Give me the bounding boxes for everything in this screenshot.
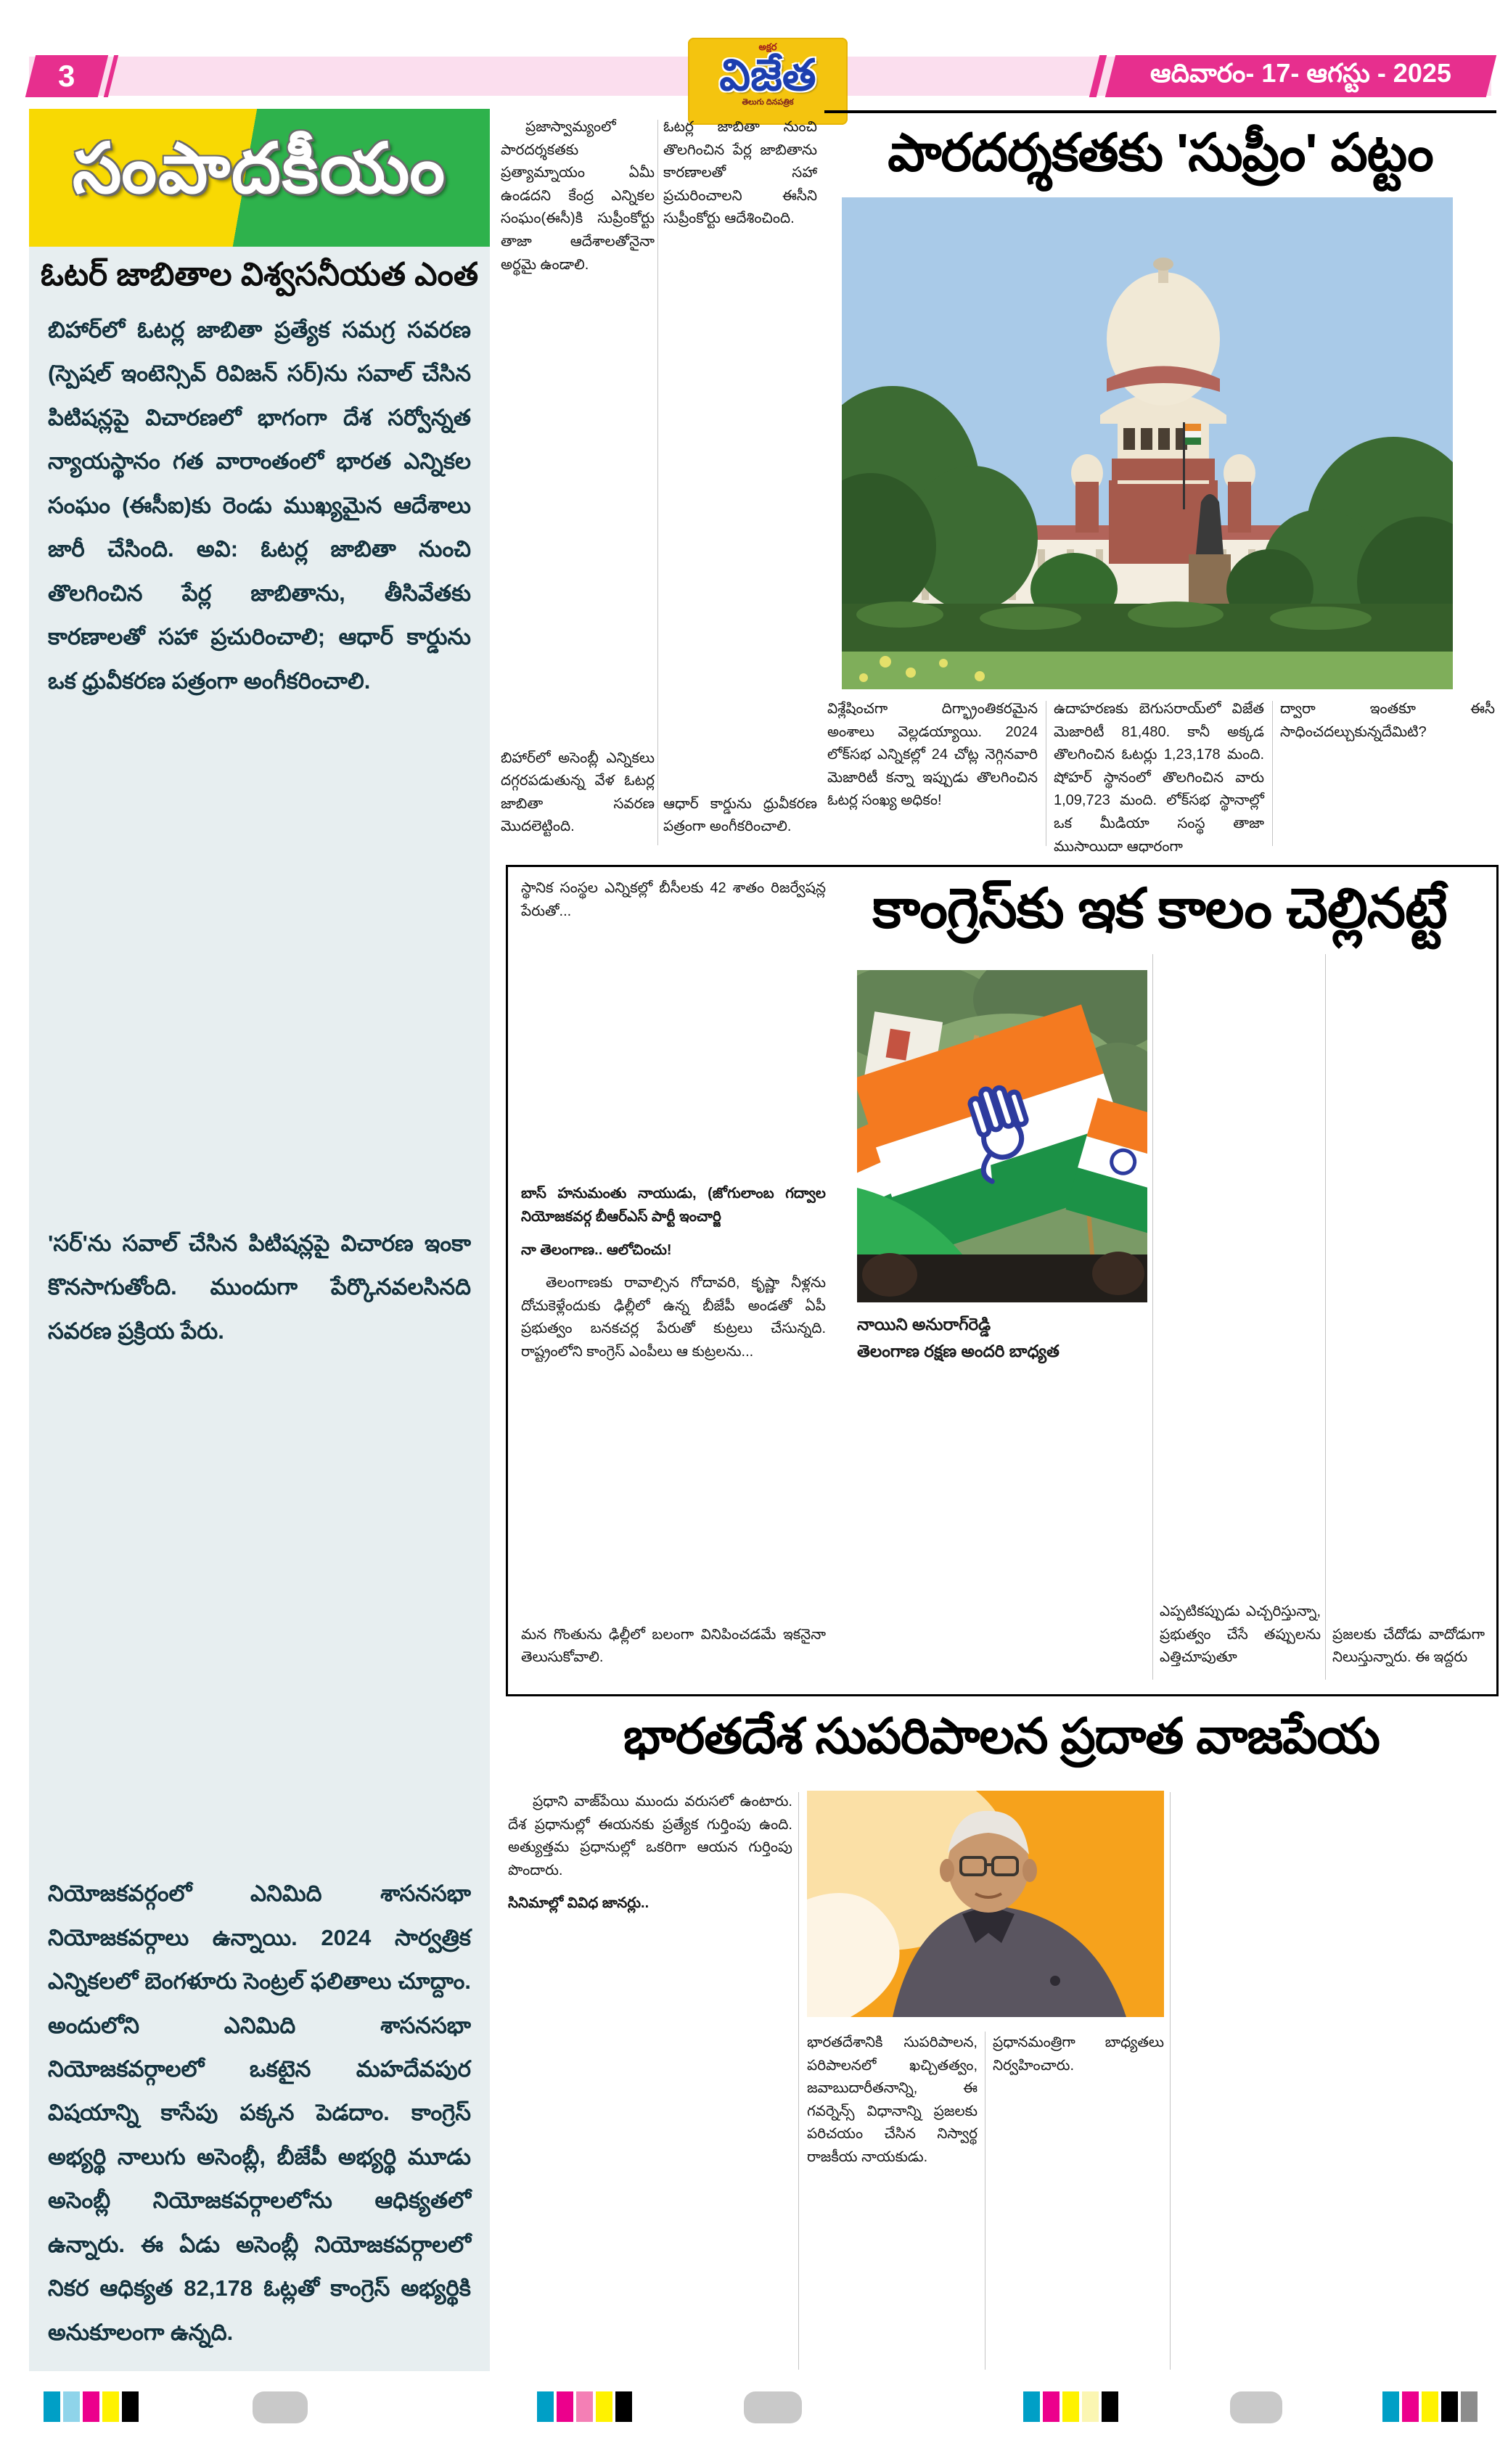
caption-role: తెలంగాణ రక్షణ అందరి బాధ్యత	[857, 1341, 1060, 1360]
color-calibration-bars	[1023, 2391, 1118, 2422]
supreme-article-bottom-column-3	[1280, 698, 1495, 852]
color-bar-stripe	[1422, 2391, 1438, 2422]
supreme-article-bottom-column-2	[1054, 698, 1264, 855]
congress-byline: బాస్ హనుమంతు నాయుడు, (జోగులాంబ గద్వాల నియోజకవర్గ బీఆర్ఎస్ పార్టీ ఇంచార్జి	[521, 1186, 826, 1225]
supreme-article-column-2	[663, 116, 817, 849]
supreme-article-headline: పారదర్శకతకు 'సుప్రీం' పట్టం	[824, 110, 1496, 196]
vajpayee-paragraph: భారతదేశానికి సుపరిపాలన, పరిపాలనలో ఖచ్చితత్వం, జవాబుదారీతనాన్ని, ఈ గవర్నెన్స్ విధానాన్ని ప్రజలకు పరిచయం చేసిన నిస్వార్థ రాజకీయ నాయకుడు.	[807, 2034, 978, 2165]
editorial-section-title: సంపాదకీయం	[72, 130, 447, 208]
congress-flags-illustration	[857, 970, 1147, 1302]
editorial-paragraph: బిహార్‌లో ఓటర్ల జాబితా ప్రత్యేక సమగ్ర సవరణ (స్పెషల్ ఇంటెన్సివ్ రివిజన్ సర్)ను సవాల్ చేసిన పిటిషన్లపై విచారణలో భాగంగా దేశ సర్వోన్నత న్యాయస్థానం గత వారాంతంలో భారత ఎన్నికల సంఘం (ఈసీఐ)కు రెండు ముఖ్యమైన ఆదేశాలు జారీ చేసింది. అవి: ఓటర్ల జాబితా నుంచి తొలగించిన పేర్ల జాబితాను, తీసివేతకు కారణాలతో సహా ప్రచురించాలి; ఆధార్ కార్డును ఒక ధ్రువీకరణ పత్రంగా అంగీకరించాలి.	[48, 317, 471, 694]
congress-subhead: నా తెలంగాణ.. ఆలోచించు!	[521, 1241, 672, 1258]
vajpayee-photo	[807, 1791, 1164, 2017]
supreme-paragraph: ఓటర్ల జాబితా నుంచి తొలగించిన పేర్ల జాబితాను కారణాలతో సహా ప్రచురించాలని ఈసీని సుప్రీంకోర్టు ఆదేశించింది.	[663, 119, 817, 227]
supreme-paragraph: ప్రజాస్వామ్యంలో పారదర్శకతకు ప్రత్యామ్నాయం ఏమీ ఉండదని కేంద్ర ఎన్నికల సంఘం(ఈసీ)కి సుప్రీంకోర్టు తాజా ఆదేశాలతోనైనా అర్థమై ఉండాలి.	[501, 119, 655, 273]
color-calibration-bars	[1382, 2391, 1478, 2422]
congress-article-headline: కాంగ్రెస్‌కు ఇక కాలం చెల్లినట్టే	[872, 878, 1447, 940]
color-bar-stripe	[63, 2391, 80, 2422]
editorial-paragraph: 'సర్'ను సవాల్ చేసిన పిటిషన్లపై విచారణ ఇంకా కొనసాగుతోంది. ముందుగా పేర్కొనవలసినది సవరణ ప్రక్రియ పేరు.	[48, 1230, 471, 1344]
congress-left-column	[521, 877, 826, 1680]
color-bar-stripe	[537, 2391, 554, 2422]
congress-right-column-2	[1332, 953, 1485, 1680]
editorial-masthead	[29, 109, 490, 247]
editorial-paragraph: నియోజకవర్గంలో ఎనిమిది శాసనసభా నియోజకవర్గాలు ఉన్నాయి. 2024 సార్వత్రిక ఎన్నికలలో బెంగళూరు సెంట్రల్ ఫలితాలు చూద్దాం. అందులోని ఎనిమిది శాసనసభా నియోజకవర్గాలలో ఒకటైన మహదేవపుర విషయాన్ని కాసేపు పక్కన పెడదాం. కాంగ్రెస్ అభ్యర్థి నాలుగు అసెంబ్లీ, బీజేపీ అభ్యర్థి మూడు అసెంబ్లీ నియోజకవర్గాలలోను ఆధిక్యతలో ఉన్నారు. ఈ ఏడు అసెంబ్లీ నియోజకవర్గాలలో నికర ఆధిక్యత 82,178 ఓట్లతో కాంగ్రెస్ అభ్యర్థికి అనుకూలంగా ఉన్నది.	[48, 1881, 471, 2345]
congress-paragraph: తెలంగాణకు రావాల్సిన గోదావరి, కృష్ణా నీళ్లను దోచుకెళ్లేందుకు ఢిల్లీలో ఉన్న బీజేపీ అండతో ఏపీ ప్రభుత్వం బనకచర్ల పేరుతో కుట్రలు చేసున్నది. రాష్ట్రంలోని కాంగ్రెస్ ఎంపీలు ఆ కుట్రలను...	[521, 1275, 826, 1360]
logo-bottom-label: తెలుగు దినపత్రిక	[742, 98, 794, 107]
color-bar-stripe	[1062, 2391, 1079, 2422]
vajpayee-paragraph: ప్రధాని వాజ్‌పేయి ముందు వరుసలో ఉంటారు. దేశ ప్రధానుల్లో ఈయనకు ప్రత్యేక గుర్తింపు ఉంది. అత్యుత్తమ ప్రధానుల్లో ఒకరిగా ఆయన గుర్తింపు పొందారు.	[508, 1794, 792, 1878]
vajpayee-illustration	[807, 1791, 1164, 2017]
color-bar-stripe	[44, 2391, 60, 2422]
page-number: 3	[58, 59, 75, 93]
congress-photo-caption	[857, 1311, 1147, 1365]
congress-paragraph: స్థానిక సంస్థల ఎన్నికల్లో బీసీలకు 42 శాతం రిజర్వేషన్ల పేరుతో...	[521, 880, 826, 919]
logo-title: విజేత	[719, 51, 816, 100]
logo-top-label: అక్షర	[758, 41, 777, 52]
date-text: ఆదివారం- 17- ఆగస్టు - 2025	[1149, 57, 1452, 88]
vajpayee-paragraph: ప్రధానమంత్రిగా బాధ్యతలు నిర్వహించారు.	[993, 2034, 1164, 2074]
supreme-paragraph: ఆధార్ కార్డును ధ్రువీకరణ పత్రంగా అంగీకరించాలి.	[663, 795, 817, 835]
gray-print-blob	[1230, 2391, 1282, 2423]
color-bar-stripe	[1043, 2391, 1060, 2422]
vajpayee-column-3	[993, 2032, 1164, 2371]
color-bar-stripe	[1441, 2391, 1458, 2422]
color-calibration-bars	[44, 2391, 139, 2422]
color-bar-stripe	[83, 2391, 99, 2422]
editorial-text	[29, 308, 490, 2354]
color-bar-stripe	[102, 2391, 119, 2422]
supreme-article-bottom-column-1	[827, 698, 1038, 852]
color-calibration-bars	[537, 2391, 632, 2422]
supreme-court-illustration	[842, 197, 1453, 689]
vajpayee-column-4	[1177, 1791, 1495, 2371]
color-bar-stripe	[122, 2391, 139, 2422]
editorial-body	[29, 247, 490, 2371]
vajpayee-column-2	[807, 2032, 978, 2371]
vajpayee-subhead: సినిమాల్లో వివిధ జానర్లు..	[508, 1895, 649, 1912]
supreme-paragraph: బిహార్‌లో అసెంబ్లీ ఎన్నికలు దగ్గరపడుతున్న వేళ ఓటర్ల జాబితా సవరణ మొదలెట్టింది.	[501, 750, 655, 835]
congress-paragraph: మన గొంతును ఢిల్లీలో బలంగా వినిపించడమే ఇకనైనా తెలుసుకోవాలి.	[521, 1626, 826, 1666]
color-bar-stripe	[596, 2391, 612, 2422]
congress-paragraph: ప్రజలకు చేదోడు వాదోడుగా నిలుస్తున్నారు. ఈ ఇద్దరు	[1332, 1626, 1485, 1666]
newspaper-logo	[688, 38, 848, 125]
supreme-court-photo	[842, 197, 1453, 689]
supreme-paragraph: విశ్లేషించగా దిగ్భ్రాంతికరమైన అంశాలు వెల్లడయ్యాయి. 2024 లోక్‌సభ ఎన్నికల్లో 24 చోట్ల నెగ్గినవారి మెజారిటీ కన్నా ఇప్పుడు తొలగించిన ఓటర్ల సంఖ్య అధికం!	[827, 701, 1038, 809]
color-bar-stripe	[1402, 2391, 1419, 2422]
column-divider	[1170, 1792, 1171, 2370]
color-bar-stripe	[1023, 2391, 1040, 2422]
editorial-headline: ఓటర్ జాబితాల విశ్వసనీయత ఎంత	[40, 257, 479, 292]
congress-paragraph: ఎప్పటికప్పుడు ఎచ్చరిస్తున్నా, ప్రభుత్వం చేసే తప్పులను ఎత్తిచూపుతూ	[1160, 1603, 1321, 1666]
supreme-paragraph: ద్వారా ఇంతకూ ఈసీ సాధించదల్చుకున్నదేమిటి?	[1280, 701, 1495, 740]
color-bar-stripe	[576, 2391, 593, 2422]
column-divider	[798, 1792, 799, 2370]
column-divider	[1152, 954, 1153, 1680]
color-bar-stripe	[1461, 2391, 1478, 2422]
congress-right-column-1	[1160, 953, 1321, 1680]
page-number-badge	[25, 55, 108, 97]
gray-print-blob	[744, 2391, 802, 2423]
column-divider	[1325, 954, 1326, 1680]
caption-name: నాయిని అనురాగ్‌రెడ్డి	[857, 1315, 991, 1334]
supreme-article-column-1	[501, 116, 655, 849]
date-banner	[1105, 55, 1496, 97]
color-bar-stripe	[1102, 2391, 1118, 2422]
color-bar-stripe	[1382, 2391, 1399, 2422]
vajpayee-column-1	[508, 1791, 792, 2371]
column-divider	[1272, 701, 1273, 846]
gray-print-blob	[253, 2391, 308, 2423]
color-bar-stripe	[615, 2391, 632, 2422]
color-bar-stripe	[557, 2391, 573, 2422]
congress-flags-photo	[857, 970, 1147, 1302]
color-bar-stripe	[1082, 2391, 1099, 2422]
congress-byline-block	[521, 1183, 826, 1373]
vajpayee-article-headline: భారతదేశ సుపరిపాలన ప్రదాత వాజపేయ	[623, 1709, 1380, 1764]
column-divider	[657, 120, 658, 845]
supreme-paragraph: ఉదాహరణకు బెగుసరాయ్‌లో విజేత మెజారిటీ 81,480. కానీ అక్కడ తొలగించిన ఓటర్లు 1,23,178 మంది. షోహర్ స్థానంలో తొలగించిన వారు 1,09,723 మంది. లోక్‌సభ స్థానాల్లో ఒక మీడియా సంస్థ తాజా ముసాయిదా ఆధారంగా	[1054, 701, 1264, 855]
congress-article-box	[506, 865, 1499, 1696]
